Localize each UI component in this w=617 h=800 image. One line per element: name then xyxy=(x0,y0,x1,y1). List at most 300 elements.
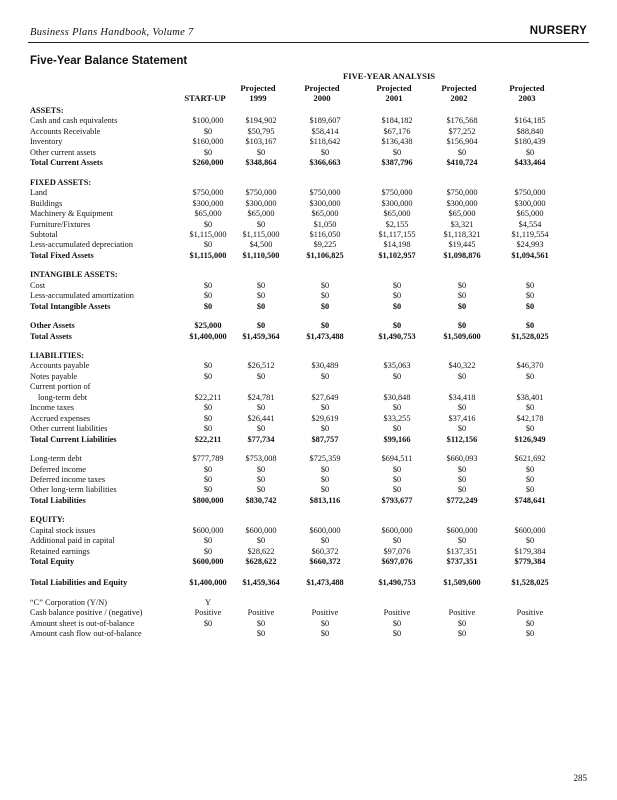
cell-value: $0 xyxy=(457,464,467,474)
cell-value: $300,000 xyxy=(192,198,224,208)
cell-value: $0 xyxy=(320,618,330,628)
cell-value: $28,622 xyxy=(247,546,275,556)
column-header-label: START-UP xyxy=(184,93,226,103)
column-header xyxy=(177,94,233,104)
cell-value: $300,000 xyxy=(446,198,478,208)
cell-value: $0 xyxy=(256,536,266,546)
row-label: Notes payable xyxy=(30,371,78,381)
cell-value: $60,372 xyxy=(311,546,339,556)
column-header-label: 2003 xyxy=(518,92,536,103)
table-row xyxy=(30,618,590,629)
cell-value: $830,742 xyxy=(245,495,277,505)
row-label: EQUITY: xyxy=(30,515,65,525)
cell-value: $0 xyxy=(392,301,402,311)
table-row xyxy=(30,402,590,413)
cell-value: $42,178 xyxy=(516,413,544,423)
row-label: Buildings xyxy=(30,198,63,208)
cell-value: $0 xyxy=(256,291,266,301)
cell-value: $0 xyxy=(392,485,402,495)
cell-value: $2,155 xyxy=(385,219,409,229)
cell-value: $750,000 xyxy=(309,188,341,198)
cell-value: $1,119,554 xyxy=(511,229,549,239)
cell-value: $0 xyxy=(203,474,213,484)
page-number: 285 xyxy=(573,773,587,783)
cell-value: $0 xyxy=(457,280,467,290)
row-label: Other Assets xyxy=(30,321,75,331)
cell-value: $0 xyxy=(320,536,330,546)
cell-value: $737,351 xyxy=(446,557,478,567)
table-row xyxy=(30,219,590,230)
column-header-label: Projected xyxy=(441,83,477,93)
table-row xyxy=(30,607,590,618)
cell-value: $0 xyxy=(525,371,535,381)
table-row xyxy=(30,177,590,188)
cell-value: $300,000 xyxy=(381,198,413,208)
cell-value: $600,000 xyxy=(381,525,413,535)
cell-value: $0 xyxy=(457,629,467,639)
cell-value: $0 xyxy=(320,321,330,331)
cell-value: $0 xyxy=(525,629,535,639)
cell-value: $0 xyxy=(392,371,402,381)
cell-value: $77,252 xyxy=(448,126,476,136)
cell-value: $0 xyxy=(457,147,467,157)
cell-value: $0 xyxy=(256,147,266,157)
table-row xyxy=(30,525,590,536)
cell-value: $748,641 xyxy=(514,495,546,505)
table-row xyxy=(30,136,590,147)
cell-value: $0 xyxy=(256,371,266,381)
cell-value: $1,115,000 xyxy=(189,250,227,260)
row-label: Cash and cash equivalents xyxy=(30,116,118,126)
column-header-label: 2000 xyxy=(313,92,331,103)
cell-value: $0 xyxy=(203,424,213,434)
cell-value: $0 xyxy=(203,240,213,250)
cell-value: $0 xyxy=(203,280,213,290)
cell-value: $779,384 xyxy=(514,557,546,567)
cell-value: $0 xyxy=(392,403,402,413)
row-label: Total Assets xyxy=(30,331,72,341)
cell-value: $67,176 xyxy=(383,126,411,136)
table-row xyxy=(30,423,590,434)
cell-value: $126,949 xyxy=(514,434,546,444)
cell-value: $300,000 xyxy=(514,198,546,208)
cell-value: $1,490,753 xyxy=(378,577,416,587)
cell-value: $750,000 xyxy=(245,188,277,198)
row-label: Land xyxy=(30,188,48,198)
table-row xyxy=(30,250,590,261)
cell-value: $0 xyxy=(320,147,330,157)
cell-value: $26,512 xyxy=(247,361,275,371)
row-label: Subtotal xyxy=(30,229,58,239)
cell-value: $0 xyxy=(203,485,213,495)
cell-value: $0 xyxy=(457,301,467,311)
cell-value: $38,401 xyxy=(516,392,544,402)
table-row xyxy=(30,546,590,557)
row-label: Total Fixed Assets xyxy=(30,250,94,260)
cell-value: $1,509,600 xyxy=(443,577,481,587)
column-header-label: Projected xyxy=(509,83,545,93)
cell-value: $0 xyxy=(320,629,330,639)
cell-value: $1,459,364 xyxy=(242,577,280,587)
cell-value: $694,511 xyxy=(381,454,413,464)
row-label: Amount sheet is out-of-balance xyxy=(30,618,135,628)
row-label: Other current liabilities xyxy=(30,424,108,434)
cell-value: $366,663 xyxy=(309,158,341,168)
cell-value: $0 xyxy=(203,291,213,301)
cell-value: $600,000 xyxy=(192,525,224,535)
cell-value: $660,093 xyxy=(446,454,478,464)
cell-value: $65,000 xyxy=(194,209,222,219)
cell-value: $0 xyxy=(392,618,402,628)
cell-value: $34,418 xyxy=(448,392,476,402)
row-label: Current portion of xyxy=(30,382,91,392)
cell-value: $97,076 xyxy=(383,546,411,556)
cell-value: $65,000 xyxy=(516,209,544,219)
table-row xyxy=(30,514,590,525)
table-row xyxy=(30,556,590,567)
cell-value: $4,500 xyxy=(249,240,273,250)
cell-value: $0 xyxy=(525,291,535,301)
cell-value: $0 xyxy=(392,464,402,474)
cell-value: $628,622 xyxy=(245,557,277,567)
row-label: Retained earnings xyxy=(30,546,90,556)
table-row xyxy=(30,597,590,608)
cell-value: $156,904 xyxy=(446,137,478,147)
row-label: long-term debt xyxy=(38,392,88,402)
cell-value: $600,000 xyxy=(446,525,478,535)
row-label: Total Equity xyxy=(30,557,75,567)
cell-value: $30,848 xyxy=(383,392,411,402)
table-row xyxy=(30,198,590,209)
cell-value: $0 xyxy=(525,474,535,484)
running-header-title: Business Plans Handbook, Volume 7 xyxy=(30,27,194,38)
cell-value: $0 xyxy=(392,280,402,290)
row-label: Other long-term liabilities xyxy=(30,485,117,495)
cell-value: Positive xyxy=(516,608,544,618)
cell-value: Positive xyxy=(247,608,275,618)
cell-value: $750,000 xyxy=(514,188,546,198)
cell-value: $58,414 xyxy=(311,126,339,136)
cell-value: $0 xyxy=(525,536,535,546)
cell-value: $29,619 xyxy=(311,413,339,423)
cell-value: $0 xyxy=(457,485,467,495)
table-row xyxy=(30,147,590,158)
cell-value: $0 xyxy=(320,301,330,311)
row-label: “C” Corporation (Y/N) xyxy=(30,598,107,607)
row-label: Less-accumulated depreciation xyxy=(30,240,133,250)
cell-value: $33,255 xyxy=(383,413,411,423)
cell-value: $1,050 xyxy=(313,219,337,229)
cell-value: $600,000 xyxy=(309,525,341,535)
cell-value: $0 xyxy=(256,618,266,628)
cell-value: $0 xyxy=(256,474,266,484)
cell-value: $26,441 xyxy=(247,413,275,423)
table-row xyxy=(30,484,590,495)
cell-value: $0 xyxy=(392,291,402,301)
cell-value: $750,000 xyxy=(381,188,413,198)
cell-value: $660,372 xyxy=(309,557,341,567)
cell-value: $697,076 xyxy=(381,557,413,567)
row-label: Total Current Liabilities xyxy=(30,434,117,444)
cell-value: $1,098,876 xyxy=(443,250,481,260)
table-row xyxy=(30,434,590,445)
row-label: INTANGIBLE ASSETS: xyxy=(30,270,118,280)
cell-value: $137,351 xyxy=(446,546,478,556)
cell-value: $0 xyxy=(457,403,467,413)
column-header xyxy=(365,84,423,103)
row-label: Less-accumulated amortization xyxy=(30,291,134,301)
row-label: Deferred income xyxy=(30,464,86,474)
cell-value: $100,000 xyxy=(192,116,224,126)
cell-value: $0 xyxy=(392,147,402,157)
cell-value: $0 xyxy=(256,280,266,290)
cell-value: $410,724 xyxy=(446,158,478,168)
table-row xyxy=(30,381,590,392)
cell-value: $0 xyxy=(203,126,213,136)
cell-value: $0 xyxy=(203,371,213,381)
cell-value: $37,416 xyxy=(448,413,476,423)
cell-value: $116,050 xyxy=(309,229,341,239)
cell-value: $46,370 xyxy=(516,361,544,371)
cell-value: $753,008 xyxy=(245,454,277,464)
cell-value: $0 xyxy=(320,485,330,495)
cell-value: $0 xyxy=(525,485,535,495)
cell-value: Y xyxy=(205,598,211,607)
cell-value: $22,211 xyxy=(194,434,222,444)
cell-value: $0 xyxy=(320,464,330,474)
table-row xyxy=(30,320,590,331)
cell-value: $0 xyxy=(320,280,330,290)
table-row xyxy=(30,350,590,361)
table-row xyxy=(30,269,590,280)
cell-value: $0 xyxy=(203,301,213,311)
cell-value: $0 xyxy=(203,403,213,413)
cell-value: $1,115,000 xyxy=(242,229,280,239)
cell-value: $0 xyxy=(203,361,213,371)
row-label: Machinery & Equipment xyxy=(30,209,113,219)
cell-value: $179,384 xyxy=(514,546,546,556)
table-row xyxy=(30,290,590,301)
cell-value: $1,490,753 xyxy=(378,331,416,341)
cell-value: $1,473,488 xyxy=(306,331,344,341)
row-label: Total Liabilities and Equity xyxy=(30,577,128,587)
column-header xyxy=(293,84,351,103)
table-row xyxy=(30,474,590,485)
table-row xyxy=(30,126,590,137)
cell-value: $0 xyxy=(457,424,467,434)
cell-value: $189,607 xyxy=(309,116,341,126)
table-row xyxy=(30,495,590,506)
cell-value: $0 xyxy=(457,536,467,546)
table-row xyxy=(30,371,590,382)
cell-value: $65,000 xyxy=(247,209,275,219)
cell-value: $0 xyxy=(256,485,266,495)
column-header xyxy=(498,84,556,103)
row-label: ASSETS: xyxy=(30,106,64,115)
cell-value: $194,902 xyxy=(245,116,277,126)
cell-value: $0 xyxy=(525,321,535,331)
cell-value: $0 xyxy=(525,464,535,474)
cell-value: $1,473,488 xyxy=(306,577,344,587)
cell-value: Positive xyxy=(448,608,476,618)
cell-value: $300,000 xyxy=(309,198,341,208)
column-header-label: 2001 xyxy=(385,92,403,103)
cell-value: $0 xyxy=(256,403,266,413)
cell-value: $1,509,600 xyxy=(443,331,481,341)
cell-value: $0 xyxy=(256,321,266,331)
cell-value: $3,321 xyxy=(450,219,474,229)
cell-value: $0 xyxy=(203,219,213,229)
row-label: Deferred income taxes xyxy=(30,474,106,484)
cell-value: $0 xyxy=(256,464,266,474)
cell-value: $0 xyxy=(392,424,402,434)
column-header xyxy=(430,84,488,103)
row-label: Capital stock issues xyxy=(30,525,96,535)
cell-value: $0 xyxy=(256,424,266,434)
cell-value: $1,094,561 xyxy=(511,250,549,260)
row-label: FIXED ASSETS: xyxy=(30,177,92,187)
cell-value: $164,185 xyxy=(514,116,546,126)
cell-value: $1,118,321 xyxy=(443,229,481,239)
row-label: Long-term debt xyxy=(30,454,82,464)
cell-value: $0 xyxy=(203,147,213,157)
cell-value: $0 xyxy=(392,474,402,484)
cell-value: $793,677 xyxy=(381,495,413,505)
table-row xyxy=(30,239,590,250)
cell-value: $1,400,000 xyxy=(189,577,227,587)
cell-value: $0 xyxy=(320,291,330,301)
cell-value: $0 xyxy=(525,424,535,434)
table-row xyxy=(30,157,590,168)
cell-value: $0 xyxy=(457,321,467,331)
cell-value: $1,106,825 xyxy=(306,250,344,260)
row-label: Income taxes xyxy=(30,403,75,413)
cell-value: $0 xyxy=(256,301,266,311)
row-label: Accounts Receivable xyxy=(30,126,101,136)
table-row xyxy=(30,105,590,116)
cell-value: $0 xyxy=(525,618,535,628)
table-row xyxy=(30,464,590,475)
cell-value: $4,554 xyxy=(518,219,542,229)
cell-value: $87,757 xyxy=(311,434,339,444)
cell-value: $0 xyxy=(525,403,535,413)
cell-value: $0 xyxy=(203,464,213,474)
table-row xyxy=(30,535,590,546)
cell-value: $0 xyxy=(320,474,330,484)
page-title: Five-Year Balance Statement xyxy=(30,55,188,67)
cell-value: Positive xyxy=(383,608,411,618)
cell-value: $1,117,155 xyxy=(378,229,416,239)
running-header-section: NURSERY xyxy=(529,25,587,37)
cell-value: $88,840 xyxy=(516,126,544,136)
cell-value: $260,000 xyxy=(192,158,224,168)
cell-value: $25,000 xyxy=(194,321,222,331)
table-row xyxy=(30,628,590,639)
table-row xyxy=(30,301,590,312)
row-label: Accrued expenses xyxy=(30,413,91,423)
table-row xyxy=(30,577,590,588)
column-header xyxy=(229,84,287,103)
cell-value: $40,322 xyxy=(448,361,476,371)
cell-value: $65,000 xyxy=(448,209,476,219)
cell-value: $600,000 xyxy=(245,525,277,535)
cell-value: $0 xyxy=(457,618,467,628)
cell-value: $160,000 xyxy=(192,137,224,147)
five-year-analysis-header: FIVE-YEAR ANALYSIS xyxy=(343,71,436,81)
cell-value: $77,734 xyxy=(247,434,275,444)
cell-value: $0 xyxy=(392,536,402,546)
table-row xyxy=(30,331,590,342)
row-label: Cash balance positive / (negative) xyxy=(30,608,143,618)
cell-value: $0 xyxy=(256,629,266,639)
cell-value: $176,568 xyxy=(446,116,478,126)
cell-value: $184,182 xyxy=(381,116,413,126)
row-label: Total Liabilities xyxy=(30,495,86,505)
table-row xyxy=(30,453,590,464)
row-label: Cost xyxy=(30,280,46,290)
row-label: Amount cash flow out-of-balance xyxy=(30,629,142,639)
table-row xyxy=(30,208,590,219)
cell-value: $0 xyxy=(525,280,535,290)
cell-value: Positive xyxy=(311,608,339,618)
cell-value: $65,000 xyxy=(383,209,411,219)
row-label: Total Intangible Assets xyxy=(30,301,111,311)
cell-value: $0 xyxy=(457,474,467,484)
cell-value: $777,789 xyxy=(192,454,224,464)
cell-value: $600,000 xyxy=(192,557,224,567)
cell-value: $0 xyxy=(320,371,330,381)
cell-value: $30,489 xyxy=(311,361,339,371)
table-row xyxy=(30,187,590,198)
cell-value: $725,359 xyxy=(309,454,341,464)
cell-value: $348,864 xyxy=(245,158,277,168)
cell-value: $27,649 xyxy=(311,392,339,402)
column-header-label: Projected xyxy=(376,83,412,93)
cell-value: $750,000 xyxy=(192,188,224,198)
cell-value: $0 xyxy=(392,629,402,639)
cell-value: $600,000 xyxy=(514,525,546,535)
cell-value: $24,993 xyxy=(516,240,544,250)
row-label: Additional paid in capital xyxy=(30,536,115,546)
cell-value: $9,225 xyxy=(313,240,337,250)
cell-value: $118,642 xyxy=(309,137,341,147)
table-row xyxy=(30,413,590,424)
column-header-label: 1999 xyxy=(249,92,267,103)
cell-value: $99,166 xyxy=(383,434,411,444)
cell-value: $433,464 xyxy=(514,158,546,168)
cell-value: $112,156 xyxy=(446,434,478,444)
table-row xyxy=(30,280,590,291)
cell-value: $0 xyxy=(457,371,467,381)
cell-value: $1,528,025 xyxy=(511,331,549,341)
cell-value: $22,211 xyxy=(194,392,222,402)
cell-value: $136,438 xyxy=(381,137,413,147)
cell-value: $0 xyxy=(203,618,213,628)
cell-value: $180,439 xyxy=(514,137,546,147)
cell-value: $50,795 xyxy=(247,126,275,136)
row-label: LIABILITIES: xyxy=(30,351,84,360)
cell-value: $0 xyxy=(320,403,330,413)
cell-value: Positive xyxy=(194,608,222,618)
cell-value: $35,063 xyxy=(383,361,411,371)
cell-value: $1,115,000 xyxy=(189,229,227,239)
cell-value: $0 xyxy=(203,546,213,556)
cell-value: $1,528,025 xyxy=(511,577,549,587)
cell-value: $300,000 xyxy=(245,198,277,208)
cell-value: $65,000 xyxy=(311,209,339,219)
cell-value: $621,692 xyxy=(514,454,546,464)
cell-value: $103,167 xyxy=(245,137,277,147)
